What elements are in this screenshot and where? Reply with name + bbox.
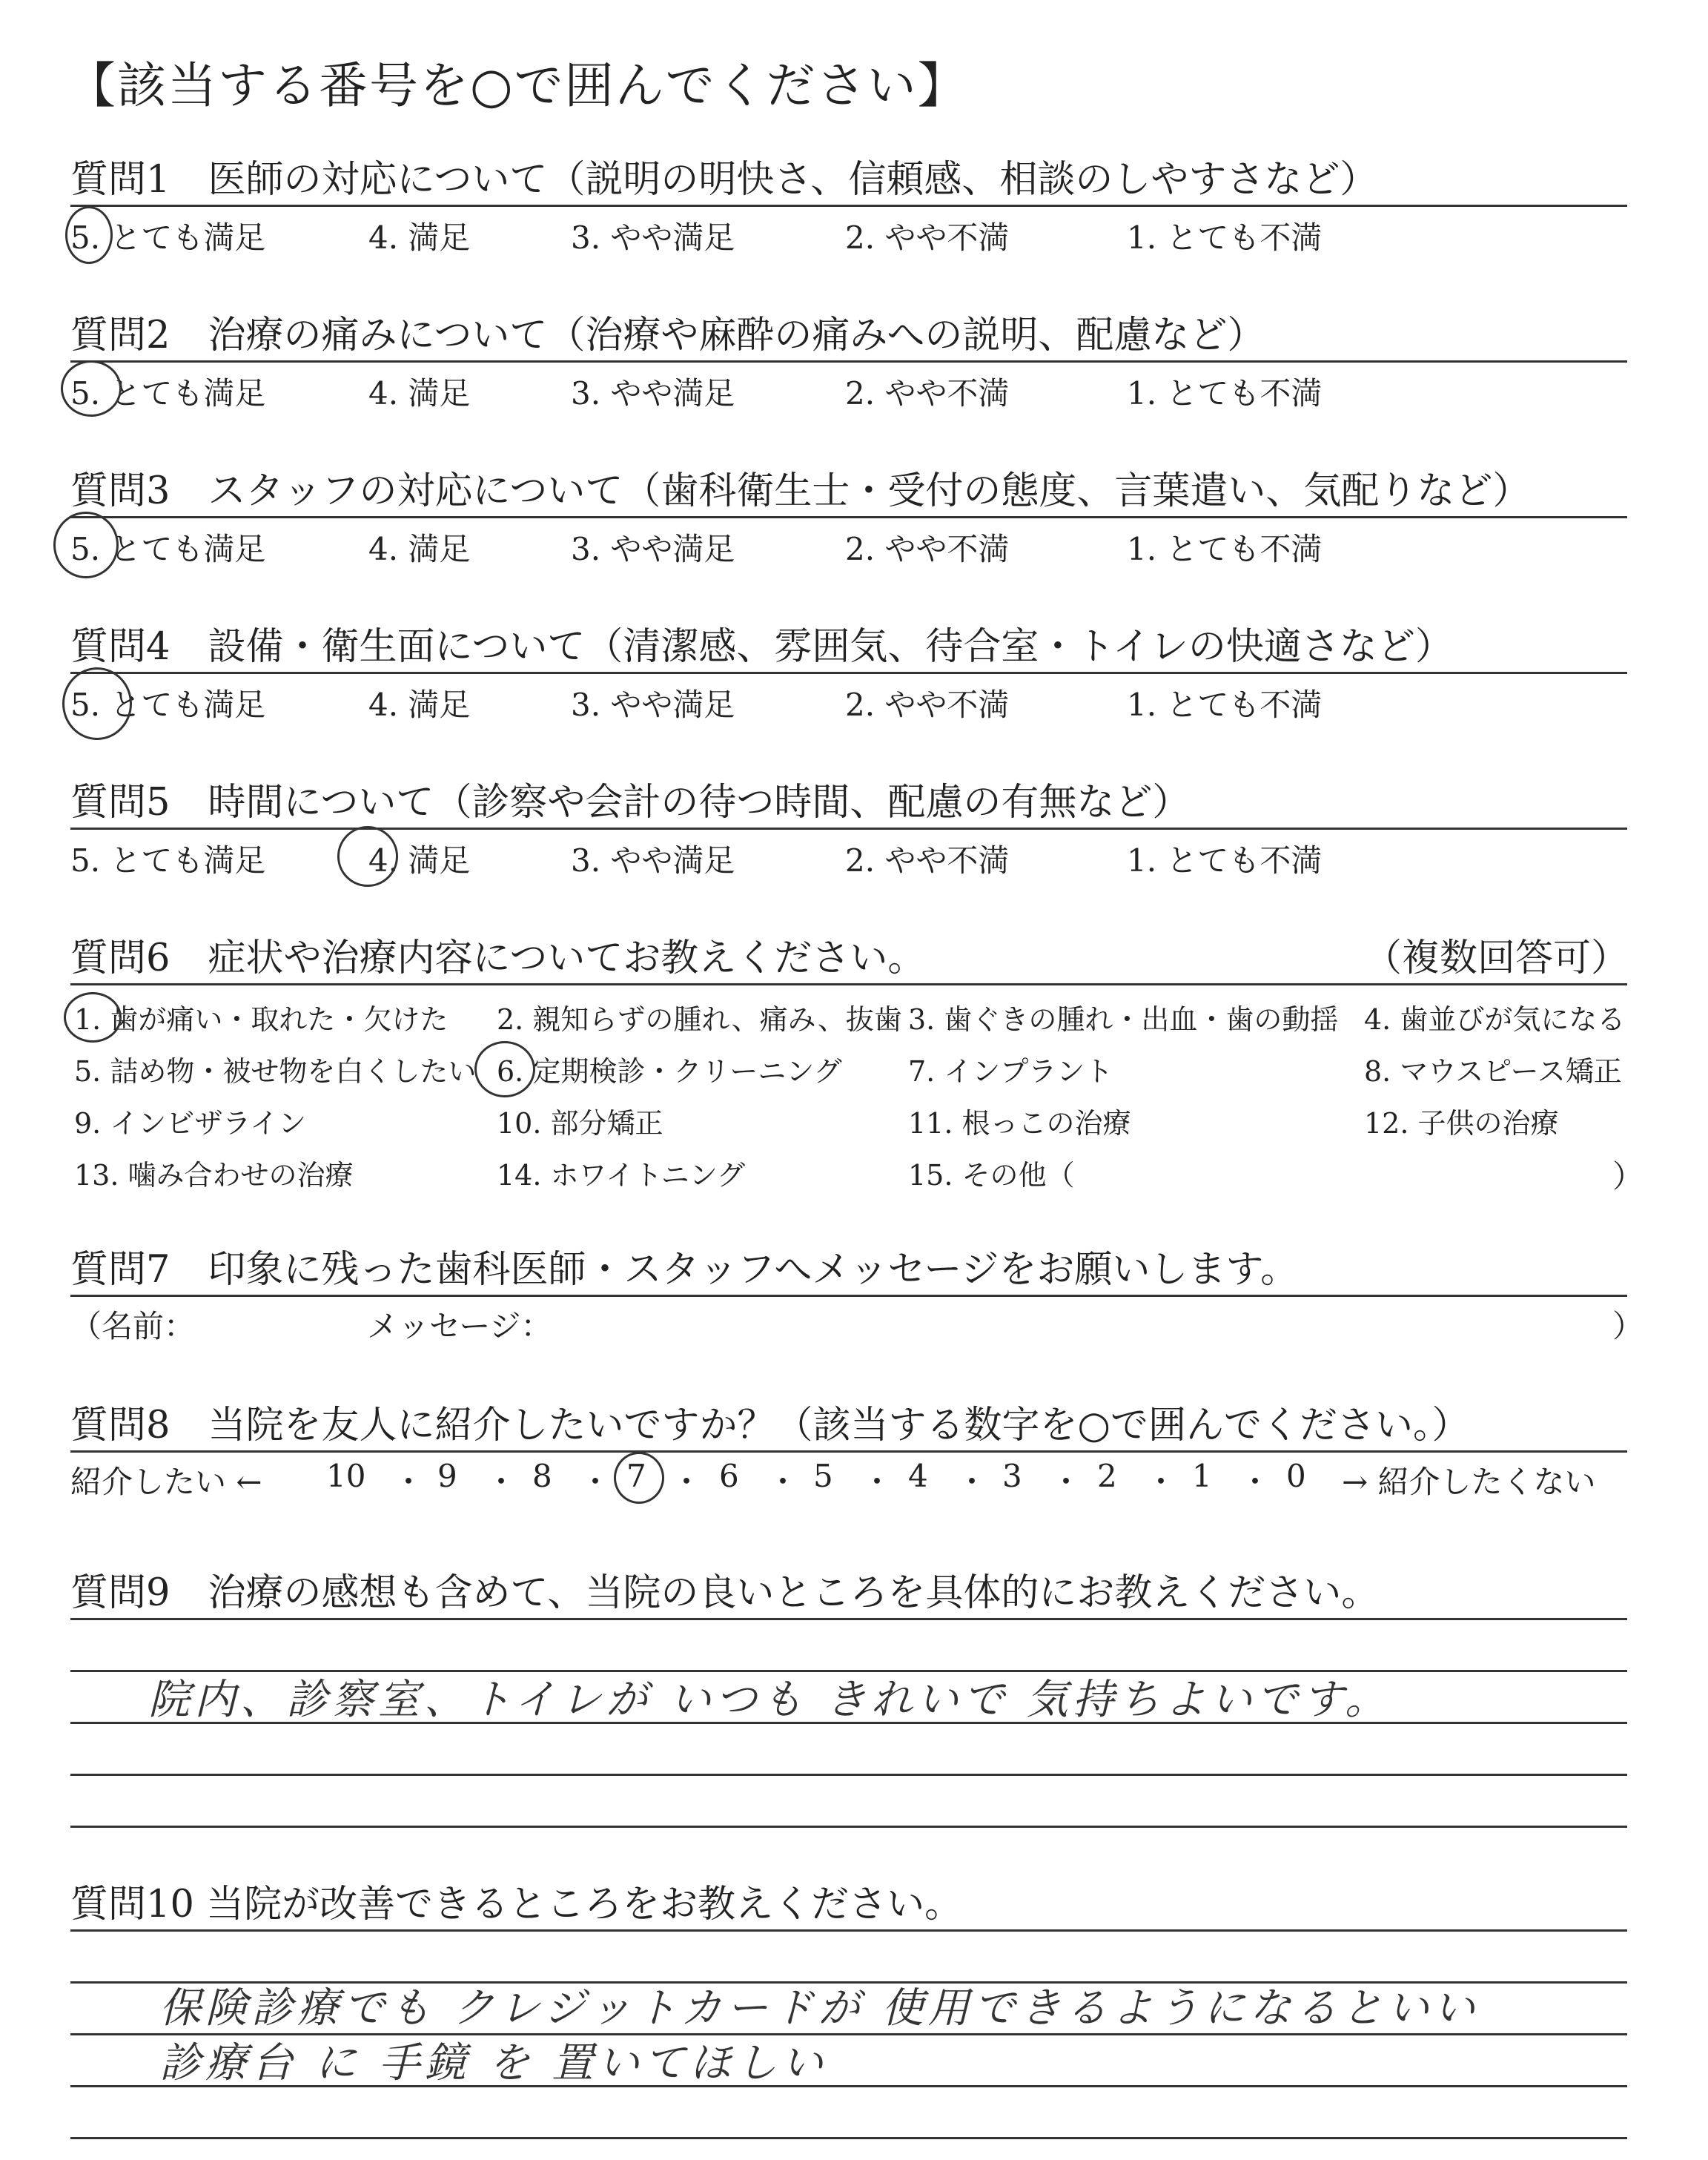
answer-line xyxy=(70,1774,1627,1776)
divider xyxy=(70,672,1627,674)
q6-option-1[interactable]: 1. 歯が痛い・取れた・欠けた xyxy=(74,1003,448,1036)
scale-3[interactable]: 3 xyxy=(1002,1458,1022,1494)
option-3[interactable]: 3. やや満足 xyxy=(571,687,735,723)
answer-line xyxy=(70,1826,1627,1828)
option-4[interactable]: 4. 満足 xyxy=(368,687,471,723)
name-label: （名前： xyxy=(70,1308,196,1344)
option-1[interactable]: 1. とても不満 xyxy=(1127,531,1323,567)
scale-0[interactable]: 0 xyxy=(1286,1458,1306,1494)
q6-option-13[interactable]: 13. 噛み合わせの治療 xyxy=(74,1159,354,1192)
recommend-right-label: → 紹介したくない xyxy=(1342,1464,1596,1500)
selection-circle xyxy=(61,360,122,417)
q6-option-4[interactable]: 4. 歯並びが気になる xyxy=(1364,1003,1626,1036)
selection-circle xyxy=(337,826,398,887)
selection-circle xyxy=(65,206,113,264)
divider xyxy=(70,1295,1627,1297)
q6-other-close-paren: ） xyxy=(1612,1158,1644,1195)
q6-option-7[interactable]: 7. インプラント xyxy=(908,1055,1113,1088)
q10-handwritten-answer-line1: 保険診療でも クレジットカードが 使用できるようになるといい xyxy=(159,1984,1480,2032)
q10-handwritten-answer-line2: 診療台 に 手鏡 を 置いてほしい xyxy=(159,2039,828,2087)
q9-handwritten-answer: 院内、診察室、トイレが いつも きれいで 気持ちよいです。 xyxy=(148,1676,1391,1724)
scale-10[interactable]: 10 xyxy=(326,1458,366,1494)
question-4-title: 質問4 設備・衛生面について（清潔感、雰囲気、待合室・トイレの快適さなど） xyxy=(70,625,1453,669)
q6-option-3[interactable]: 3. 歯ぐきの腫れ・出血・歯の動揺 xyxy=(908,1003,1339,1036)
scale-7[interactable]: 7 xyxy=(626,1458,646,1494)
question-9-title: 質問9 治療の感想も含めて、当院の良いところを具体的にお教えください。 xyxy=(70,1571,1380,1615)
option-4[interactable]: 4. 満足 xyxy=(368,375,471,412)
divider xyxy=(70,1450,1627,1453)
scale-dot: ・ xyxy=(1239,1464,1271,1500)
option-2[interactable]: 2. やや不満 xyxy=(845,375,1010,412)
question-1-title: 質問1 医師の対応について（説明の明快さ、信頼感、相談のしやすさなど） xyxy=(70,158,1378,202)
scale-dot: ・ xyxy=(767,1464,799,1500)
option-4[interactable]: 4. 満足 xyxy=(368,531,471,567)
q6-option-14[interactable]: 14. ホワイトニング xyxy=(497,1159,746,1192)
q6-option-8[interactable]: 8. マウスピース矯正 xyxy=(1364,1055,1622,1088)
option-4[interactable]: 4. 満足 xyxy=(368,842,471,879)
selection-circle xyxy=(53,512,119,578)
q6-option-5[interactable]: 5. 詰め物・被せ物を白くしたい xyxy=(74,1055,477,1088)
scale-dot: ・ xyxy=(393,1464,425,1500)
scale-dot: ・ xyxy=(671,1464,703,1500)
form-header: 【該当する番号を○で囲んでください】 xyxy=(67,57,968,114)
question-5-title: 質問5 時間について（診察や会計の待つ時間、配慮の有無など） xyxy=(70,781,1191,825)
option-5[interactable]: 5. とても満足 xyxy=(70,375,266,412)
divider xyxy=(70,983,1627,985)
recommend-left-label: 紹介したい ← xyxy=(70,1464,262,1500)
option-5[interactable]: 5. とても満足 xyxy=(70,687,266,723)
selection-circle xyxy=(614,1452,664,1504)
option-2[interactable]: 2. やや不満 xyxy=(845,842,1010,879)
selection-circle xyxy=(62,667,132,740)
option-5[interactable]: 5. とても満足 xyxy=(70,531,266,567)
scale-5[interactable]: 5 xyxy=(813,1458,833,1494)
scale-dot: ・ xyxy=(861,1464,893,1500)
option-2[interactable]: 2. やや不満 xyxy=(845,219,1010,256)
question-7-title: 質問7 印象に残った歯科医師・スタッフへメッセージをお願いします。 xyxy=(70,1248,1299,1292)
answer-line xyxy=(70,1618,1627,1620)
divider xyxy=(70,205,1627,207)
question-8-title: 質問8 当院を友人に紹介したいですか？（該当する数字を○で囲んでください。） xyxy=(70,1404,1470,1447)
q6-option-15[interactable]: 15. その他（ xyxy=(908,1159,1075,1192)
multiple-answers-note: （複数回答可） xyxy=(1364,937,1629,980)
scale-dot: ・ xyxy=(486,1464,517,1500)
option-1[interactable]: 1. とても不満 xyxy=(1127,842,1323,879)
option-4[interactable]: 4. 満足 xyxy=(368,219,471,256)
option-5[interactable]: 5. とても満足 xyxy=(70,842,266,879)
option-2[interactable]: 2. やや不満 xyxy=(845,687,1010,723)
scale-dot: ・ xyxy=(1145,1464,1177,1500)
q6-option-11[interactable]: 11. 根っこの治療 xyxy=(908,1107,1131,1140)
q6-option-6[interactable]: 6. 定期検診・クリーニング xyxy=(497,1055,842,1088)
answer-line xyxy=(70,2137,1627,2139)
answer-line xyxy=(70,1929,1627,1932)
q6-option-9[interactable]: 9. インビザライン xyxy=(74,1107,307,1140)
option-3[interactable]: 3. やや満足 xyxy=(571,219,735,256)
scale-dot: ・ xyxy=(580,1464,612,1500)
question-3-title: 質問3 スタッフの対応について（歯科衛生士・受付の態度、言葉遣い、気配りなど） xyxy=(70,469,1531,513)
scale-4[interactable]: 4 xyxy=(908,1458,928,1494)
message-label: メッセージ： xyxy=(367,1308,552,1344)
scale-6[interactable]: 6 xyxy=(719,1458,739,1494)
scale-8[interactable]: 8 xyxy=(532,1458,552,1494)
option-3[interactable]: 3. やや満足 xyxy=(571,842,735,879)
q6-option-12[interactable]: 12. 子供の治療 xyxy=(1364,1107,1559,1140)
option-1[interactable]: 1. とても不満 xyxy=(1127,375,1323,412)
q6-option-2[interactable]: 2. 親知らずの腫れ、痛み、抜歯 xyxy=(497,1003,902,1036)
scale-9[interactable]: 9 xyxy=(437,1458,457,1494)
option-5[interactable]: 5. とても満足 xyxy=(70,219,266,256)
divider xyxy=(70,828,1627,830)
question-2-title: 質問2 治療の痛みについて（治療や麻酔の痛みへの説明、配慮など） xyxy=(70,314,1265,357)
question-6-title: 質問6 症状や治療内容についてお教えください。 xyxy=(70,937,926,980)
option-2[interactable]: 2. やや不満 xyxy=(845,531,1010,567)
option-3[interactable]: 3. やや満足 xyxy=(571,375,735,412)
option-1[interactable]: 1. とても不満 xyxy=(1127,687,1323,723)
option-3[interactable]: 3. やや満足 xyxy=(571,531,735,567)
q6-option-10[interactable]: 10. 部分矯正 xyxy=(497,1107,663,1140)
scale-dot: ・ xyxy=(956,1464,988,1500)
option-1[interactable]: 1. とても不満 xyxy=(1127,219,1323,256)
scale-1[interactable]: 1 xyxy=(1192,1458,1212,1494)
message-close-paren: ） xyxy=(1612,1308,1644,1344)
divider xyxy=(70,360,1627,363)
question-10-title: 質問10 当院が改善できるところをお教えください。 xyxy=(70,1883,963,1926)
scale-2[interactable]: 2 xyxy=(1097,1458,1117,1494)
divider xyxy=(70,516,1627,518)
scale-dot: ・ xyxy=(1050,1464,1082,1500)
selection-circle xyxy=(474,1041,535,1097)
selection-circle xyxy=(64,992,122,1043)
